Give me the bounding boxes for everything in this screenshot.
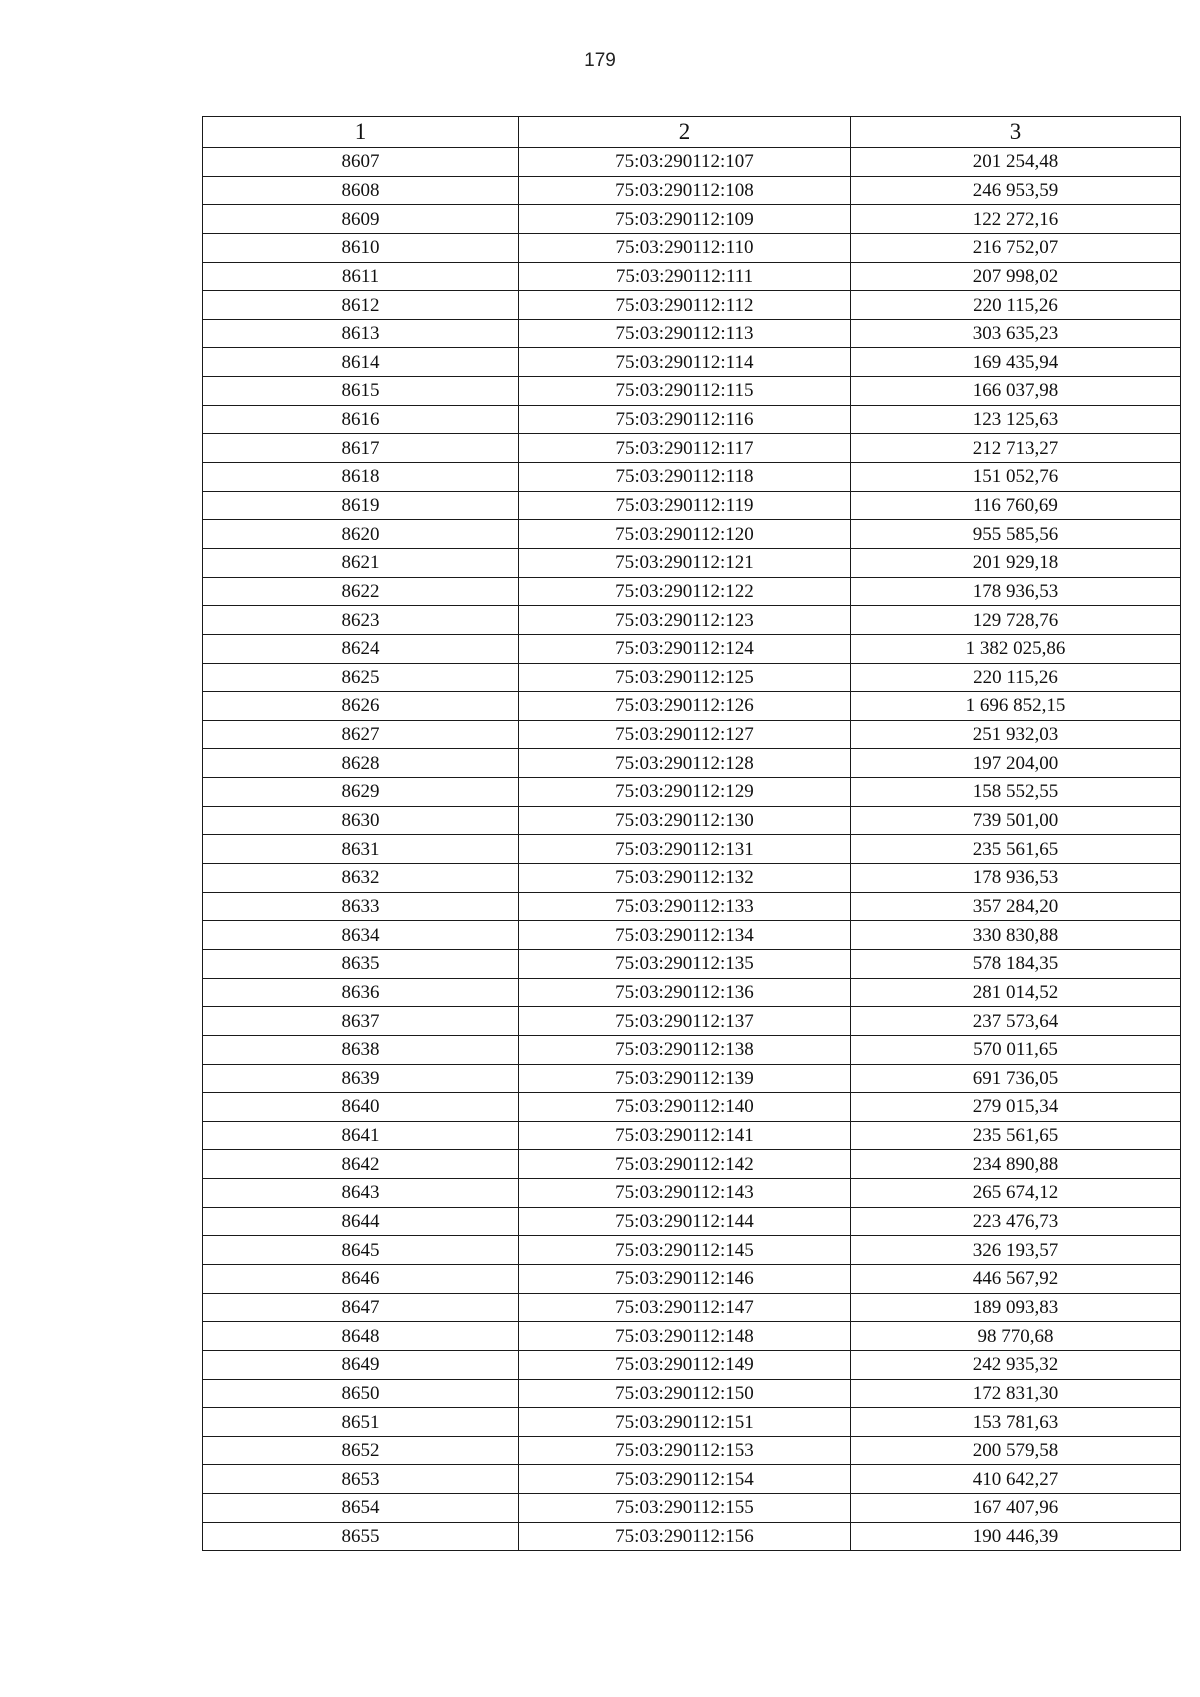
value-cell: 122 272,16 bbox=[851, 205, 1181, 234]
cadastral-number-cell: 75:03:290112:124 bbox=[519, 634, 851, 663]
table-row bbox=[203, 1350, 1181, 1379]
table-row bbox=[203, 1322, 1181, 1351]
table-row bbox=[203, 1035, 1181, 1064]
row-number-cell: 8611 bbox=[203, 262, 519, 291]
value-cell: 234 890,88 bbox=[851, 1150, 1181, 1179]
row-number-cell: 8651 bbox=[203, 1408, 519, 1437]
table-row bbox=[203, 1264, 1181, 1293]
cadastral-number-cell: 75:03:290112:137 bbox=[519, 1007, 851, 1036]
table-row bbox=[203, 634, 1181, 663]
row-number-cell: 8622 bbox=[203, 577, 519, 606]
row-number-cell: 8625 bbox=[203, 663, 519, 692]
value-cell: 223 476,73 bbox=[851, 1207, 1181, 1236]
row-number-cell: 8650 bbox=[203, 1379, 519, 1408]
row-number-cell: 8607 bbox=[203, 148, 519, 177]
table-row bbox=[203, 1293, 1181, 1322]
value-cell: 326 193,57 bbox=[851, 1236, 1181, 1265]
cadastral-number-cell: 75:03:290112:149 bbox=[519, 1350, 851, 1379]
table-row bbox=[203, 548, 1181, 577]
row-number-cell: 8639 bbox=[203, 1064, 519, 1093]
row-number-cell: 8647 bbox=[203, 1293, 519, 1322]
cadastral-number-cell: 75:03:290112:135 bbox=[519, 949, 851, 978]
row-number-cell: 8618 bbox=[203, 463, 519, 492]
value-cell: 151 052,76 bbox=[851, 463, 1181, 492]
table-row bbox=[203, 892, 1181, 921]
value-cell: 172 831,30 bbox=[851, 1379, 1181, 1408]
row-number-cell: 8609 bbox=[203, 205, 519, 234]
value-cell: 158 552,55 bbox=[851, 778, 1181, 807]
row-number-cell: 8632 bbox=[203, 864, 519, 893]
cadastral-number-cell: 75:03:290112:109 bbox=[519, 205, 851, 234]
table-row bbox=[203, 921, 1181, 950]
row-number-cell: 8627 bbox=[203, 720, 519, 749]
cadastral-number-cell: 75:03:290112:107 bbox=[519, 148, 851, 177]
row-number-cell: 8630 bbox=[203, 806, 519, 835]
table-row bbox=[203, 291, 1181, 320]
value-cell: 123 125,63 bbox=[851, 405, 1181, 434]
cadastral-number-cell: 75:03:290112:130 bbox=[519, 806, 851, 835]
row-number-cell: 8654 bbox=[203, 1494, 519, 1523]
table-row bbox=[203, 377, 1181, 406]
value-cell: 578 184,35 bbox=[851, 949, 1181, 978]
cadastral-number-cell: 75:03:290112:114 bbox=[519, 348, 851, 377]
row-number-cell: 8646 bbox=[203, 1264, 519, 1293]
cadastral-number-cell: 75:03:290112:136 bbox=[519, 978, 851, 1007]
table-row bbox=[203, 1207, 1181, 1236]
row-number-cell: 8649 bbox=[203, 1350, 519, 1379]
row-number-cell: 8644 bbox=[203, 1207, 519, 1236]
table-row bbox=[203, 520, 1181, 549]
row-number-cell: 8620 bbox=[203, 520, 519, 549]
cadastral-number-cell: 75:03:290112:133 bbox=[519, 892, 851, 921]
cadastral-number-cell: 75:03:290112:110 bbox=[519, 233, 851, 262]
row-number-cell: 8628 bbox=[203, 749, 519, 778]
row-number-cell: 8645 bbox=[203, 1236, 519, 1265]
cadastral-number-cell: 75:03:290112:111 bbox=[519, 262, 851, 291]
cadastral-number-cell: 75:03:290112:151 bbox=[519, 1408, 851, 1437]
table-row bbox=[203, 233, 1181, 262]
table-row bbox=[203, 1121, 1181, 1150]
cadastral-number-cell: 75:03:290112:141 bbox=[519, 1121, 851, 1150]
table-row bbox=[203, 463, 1181, 492]
value-cell: 237 573,64 bbox=[851, 1007, 1181, 1036]
cadastral-number-cell: 75:03:290112:121 bbox=[519, 548, 851, 577]
row-number-cell: 8641 bbox=[203, 1121, 519, 1150]
value-cell: 189 093,83 bbox=[851, 1293, 1181, 1322]
value-cell: 235 561,65 bbox=[851, 1121, 1181, 1150]
table-row bbox=[203, 1236, 1181, 1265]
table-header bbox=[203, 117, 1181, 148]
table-body bbox=[203, 148, 1181, 1551]
table-row bbox=[203, 1436, 1181, 1465]
value-cell: 169 435,94 bbox=[851, 348, 1181, 377]
cadastral-number-cell: 75:03:290112:138 bbox=[519, 1035, 851, 1064]
cadastral-number-cell: 75:03:290112:132 bbox=[519, 864, 851, 893]
row-number-cell: 8617 bbox=[203, 434, 519, 463]
cadastral-number-cell: 75:03:290112:146 bbox=[519, 1264, 851, 1293]
cadastral-number-cell: 75:03:290112:112 bbox=[519, 291, 851, 320]
row-number-cell: 8612 bbox=[203, 291, 519, 320]
table-row bbox=[203, 806, 1181, 835]
cadastral-number-cell: 75:03:290112:143 bbox=[519, 1179, 851, 1208]
row-number-cell: 8640 bbox=[203, 1093, 519, 1122]
row-number-cell: 8615 bbox=[203, 377, 519, 406]
row-number-cell: 8619 bbox=[203, 491, 519, 520]
table-row bbox=[203, 1465, 1181, 1494]
table-row bbox=[203, 319, 1181, 348]
cadastral-number-cell: 75:03:290112:155 bbox=[519, 1494, 851, 1523]
row-number-cell: 8610 bbox=[203, 233, 519, 262]
value-cell: 166 037,98 bbox=[851, 377, 1181, 406]
cadastral-number-cell: 75:03:290112:113 bbox=[519, 319, 851, 348]
row-number-cell: 8634 bbox=[203, 921, 519, 950]
value-cell: 201 929,18 bbox=[851, 548, 1181, 577]
row-number-cell: 8642 bbox=[203, 1150, 519, 1179]
table-row bbox=[203, 949, 1181, 978]
table-row bbox=[203, 1494, 1181, 1523]
row-number-cell: 8648 bbox=[203, 1322, 519, 1351]
cadastral-number-cell: 75:03:290112:156 bbox=[519, 1522, 851, 1551]
table-row bbox=[203, 1093, 1181, 1122]
cadastral-number-cell: 75:03:290112:140 bbox=[519, 1093, 851, 1122]
value-cell: 303 635,23 bbox=[851, 319, 1181, 348]
row-number-cell: 8638 bbox=[203, 1035, 519, 1064]
table-row bbox=[203, 663, 1181, 692]
column-header-3: 3 bbox=[851, 117, 1181, 148]
value-cell: 246 953,59 bbox=[851, 176, 1181, 205]
row-number-cell: 8608 bbox=[203, 176, 519, 205]
row-number-cell: 8621 bbox=[203, 548, 519, 577]
value-cell: 167 407,96 bbox=[851, 1494, 1181, 1523]
cadastral-number-cell: 75:03:290112:118 bbox=[519, 463, 851, 492]
table-row bbox=[203, 1007, 1181, 1036]
cadastral-number-cell: 75:03:290112:148 bbox=[519, 1322, 851, 1351]
table-row bbox=[203, 778, 1181, 807]
table-row bbox=[203, 692, 1181, 721]
row-number-cell: 8626 bbox=[203, 692, 519, 721]
cadastral-number-cell: 75:03:290112:123 bbox=[519, 606, 851, 635]
value-cell: 200 579,58 bbox=[851, 1436, 1181, 1465]
row-number-cell: 8616 bbox=[203, 405, 519, 434]
row-number-cell: 8629 bbox=[203, 778, 519, 807]
value-cell: 570 011,65 bbox=[851, 1035, 1181, 1064]
cadastral-number-cell: 75:03:290112:126 bbox=[519, 692, 851, 721]
table-row bbox=[203, 1150, 1181, 1179]
row-number-cell: 8624 bbox=[203, 634, 519, 663]
value-cell: 116 760,69 bbox=[851, 491, 1181, 520]
cadastral-number-cell: 75:03:290112:115 bbox=[519, 377, 851, 406]
value-cell: 153 781,63 bbox=[851, 1408, 1181, 1437]
value-cell: 98 770,68 bbox=[851, 1322, 1181, 1351]
value-cell: 739 501,00 bbox=[851, 806, 1181, 835]
value-cell: 216 752,07 bbox=[851, 233, 1181, 262]
value-cell: 1 696 852,15 bbox=[851, 692, 1181, 721]
cadastral-number-cell: 75:03:290112:127 bbox=[519, 720, 851, 749]
table-row bbox=[203, 148, 1181, 177]
page-number: 179 bbox=[584, 50, 616, 71]
row-number-cell: 8623 bbox=[203, 606, 519, 635]
table-row bbox=[203, 1064, 1181, 1093]
table-row bbox=[203, 577, 1181, 606]
row-number-cell: 8633 bbox=[203, 892, 519, 921]
cadastral-number-cell: 75:03:290112:122 bbox=[519, 577, 851, 606]
row-number-cell: 8637 bbox=[203, 1007, 519, 1036]
row-number-cell: 8652 bbox=[203, 1436, 519, 1465]
cadastral-number-cell: 75:03:290112:131 bbox=[519, 835, 851, 864]
value-cell: 410 642,27 bbox=[851, 1465, 1181, 1494]
value-cell: 235 561,65 bbox=[851, 835, 1181, 864]
value-cell: 691 736,05 bbox=[851, 1064, 1181, 1093]
cadastral-number-cell: 75:03:290112:154 bbox=[519, 1465, 851, 1494]
value-cell: 955 585,56 bbox=[851, 520, 1181, 549]
value-cell: 207 998,02 bbox=[851, 262, 1181, 291]
table-row bbox=[203, 434, 1181, 463]
value-cell: 178 936,53 bbox=[851, 577, 1181, 606]
cadastral-number-cell: 75:03:290112:145 bbox=[519, 1236, 851, 1265]
table-row bbox=[203, 348, 1181, 377]
value-cell: 265 674,12 bbox=[851, 1179, 1181, 1208]
value-cell: 1 382 025,86 bbox=[851, 634, 1181, 663]
value-cell: 212 713,27 bbox=[851, 434, 1181, 463]
column-header-2: 2 bbox=[519, 117, 851, 148]
value-cell: 190 446,39 bbox=[851, 1522, 1181, 1551]
value-cell: 129 728,76 bbox=[851, 606, 1181, 635]
cadastral-number-cell: 75:03:290112:129 bbox=[519, 778, 851, 807]
table-row bbox=[203, 978, 1181, 1007]
row-number-cell: 8636 bbox=[203, 978, 519, 1007]
table-row bbox=[203, 1379, 1181, 1408]
table-row bbox=[203, 1179, 1181, 1208]
header-row bbox=[203, 117, 1181, 148]
table-row bbox=[203, 720, 1181, 749]
cadastral-number-cell: 75:03:290112:153 bbox=[519, 1436, 851, 1465]
cadastral-number-cell: 75:03:290112:144 bbox=[519, 1207, 851, 1236]
value-cell: 197 204,00 bbox=[851, 749, 1181, 778]
cadastral-number-cell: 75:03:290112:150 bbox=[519, 1379, 851, 1408]
table-row bbox=[203, 1408, 1181, 1437]
cadastral-number-cell: 75:03:290112:125 bbox=[519, 663, 851, 692]
value-cell: 330 830,88 bbox=[851, 921, 1181, 950]
table-row bbox=[203, 262, 1181, 291]
table-row bbox=[203, 749, 1181, 778]
table-row bbox=[203, 1522, 1181, 1551]
cadastral-number-cell: 75:03:290112:120 bbox=[519, 520, 851, 549]
value-cell: 279 015,34 bbox=[851, 1093, 1181, 1122]
row-number-cell: 8635 bbox=[203, 949, 519, 978]
row-number-cell: 8653 bbox=[203, 1465, 519, 1494]
row-number-cell: 8655 bbox=[203, 1522, 519, 1551]
value-cell: 220 115,26 bbox=[851, 291, 1181, 320]
cadastral-number-cell: 75:03:290112:116 bbox=[519, 405, 851, 434]
table-row bbox=[203, 864, 1181, 893]
cadastral-number-cell: 75:03:290112:119 bbox=[519, 491, 851, 520]
table-row bbox=[203, 205, 1181, 234]
data-table bbox=[202, 116, 1181, 1551]
value-cell: 357 284,20 bbox=[851, 892, 1181, 921]
cadastral-number-cell: 75:03:290112:128 bbox=[519, 749, 851, 778]
value-cell: 242 935,32 bbox=[851, 1350, 1181, 1379]
value-cell: 446 567,92 bbox=[851, 1264, 1181, 1293]
value-cell: 220 115,26 bbox=[851, 663, 1181, 692]
row-number-cell: 8643 bbox=[203, 1179, 519, 1208]
value-cell: 251 932,03 bbox=[851, 720, 1181, 749]
row-number-cell: 8614 bbox=[203, 348, 519, 377]
value-cell: 281 014,52 bbox=[851, 978, 1181, 1007]
column-header-1: 1 bbox=[203, 117, 519, 148]
table-row bbox=[203, 835, 1181, 864]
cadastral-number-cell: 75:03:290112:134 bbox=[519, 921, 851, 950]
cadastral-number-cell: 75:03:290112:117 bbox=[519, 434, 851, 463]
cadastral-number-cell: 75:03:290112:139 bbox=[519, 1064, 851, 1093]
value-cell: 178 936,53 bbox=[851, 864, 1181, 893]
table-row bbox=[203, 405, 1181, 434]
table-row bbox=[203, 176, 1181, 205]
cadastral-number-cell: 75:03:290112:147 bbox=[519, 1293, 851, 1322]
row-number-cell: 8631 bbox=[203, 835, 519, 864]
table-row bbox=[203, 491, 1181, 520]
cadastral-number-cell: 75:03:290112:108 bbox=[519, 176, 851, 205]
table-row bbox=[203, 606, 1181, 635]
value-cell: 201 254,48 bbox=[851, 148, 1181, 177]
row-number-cell: 8613 bbox=[203, 319, 519, 348]
cadastral-number-cell: 75:03:290112:142 bbox=[519, 1150, 851, 1179]
